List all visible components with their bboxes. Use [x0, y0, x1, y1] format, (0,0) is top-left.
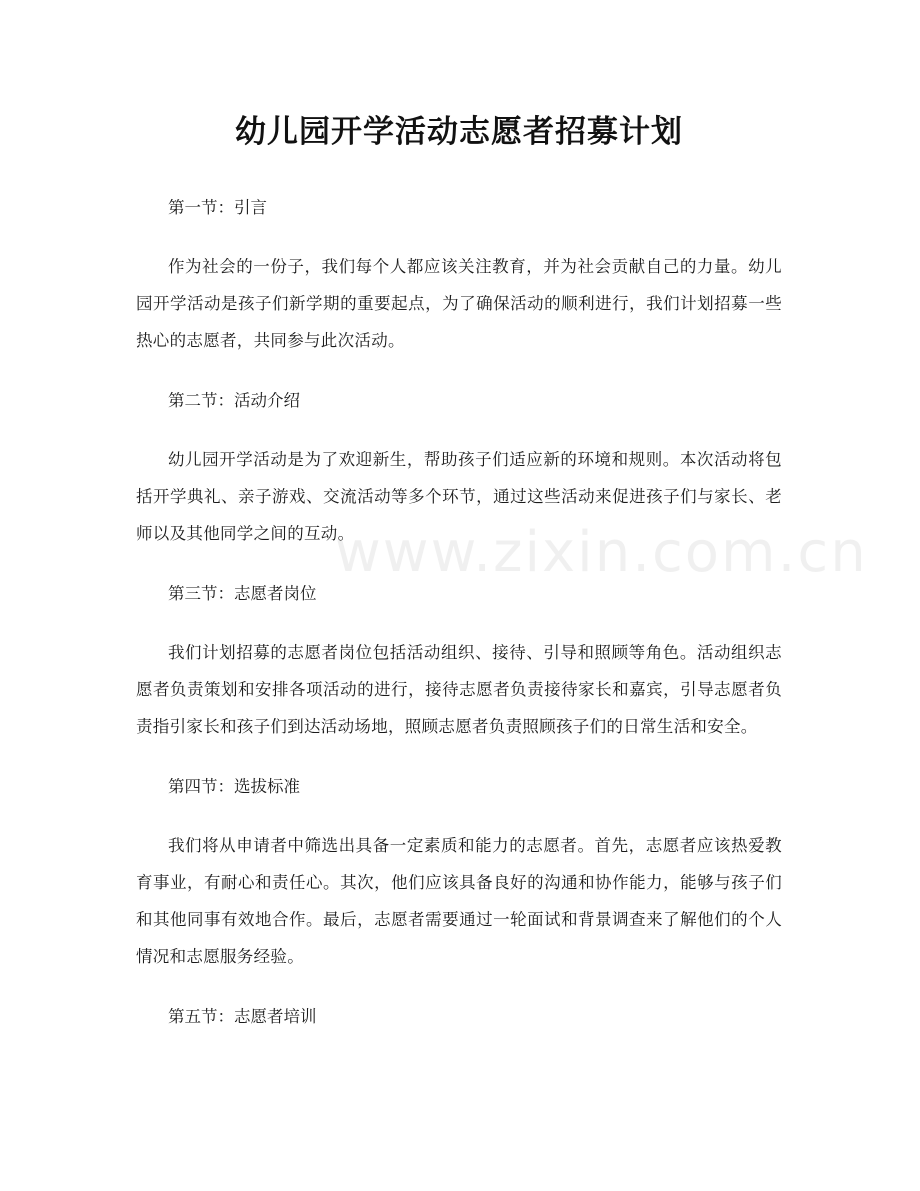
section-2	[136, 385, 782, 552]
document-body	[136, 192, 782, 1033]
section-3	[136, 578, 782, 745]
section-5	[136, 1001, 782, 1033]
page-title: 幼儿园开学活动志愿者招募计划	[235, 114, 683, 150]
section-heading: 第二节：活动介绍	[168, 391, 300, 410]
section-1	[136, 192, 782, 359]
watermark-text: www.zixin.com.cn	[335, 520, 868, 585]
section-paragraph: 幼儿园开学活动是为了欢迎新生，帮助孩子们适应新的环境和规则。本次活动将包括开学典礼、亲子游戏、交流活动等多个环节，通过这些活动来促进孩子们与家长、老师以及其他同学之间的互动。	[136, 450, 782, 543]
section-4	[136, 771, 782, 975]
section-heading: 第四节：选拔标准	[168, 777, 300, 796]
section-heading: 第三节：志愿者岗位	[168, 584, 317, 603]
section-paragraph: 我们计划招募的志愿者岗位包括活动组织、接待、引导和照顾等角色。活动组织志愿者负责策划和安排各项活动的进行，接待志愿者负责接待家长和嘉宾，引导志愿者负责指引家长和孩子们到达活动场地，照顾志愿者负责照顾孩子们的日常生活和安全。	[136, 643, 782, 736]
section-paragraph: 作为社会的一份子，我们每个人都应该关注教育，并为社会贡献自己的力量。幼儿园开学活动是孩子们新学期的重要起点，为了确保活动的顺利进行，我们计划招募一些热心的志愿者，共同参与此次活动。	[136, 257, 782, 350]
section-heading: 第五节：志愿者培训	[168, 1007, 317, 1026]
section-heading: 第一节：引言	[168, 198, 267, 217]
section-paragraph: 我们将从申请者中筛选出具备一定素质和能力的志愿者。首先，志愿者应该热爱教育事业，有耐心和责任心。其次，他们应该具备良好的沟通和协作能力，能够与孩子们和其他同事有效地合作。最后，志愿者需要通过一轮面试和背景调查来了解他们的个人情况和志愿服务经验。	[136, 836, 782, 966]
